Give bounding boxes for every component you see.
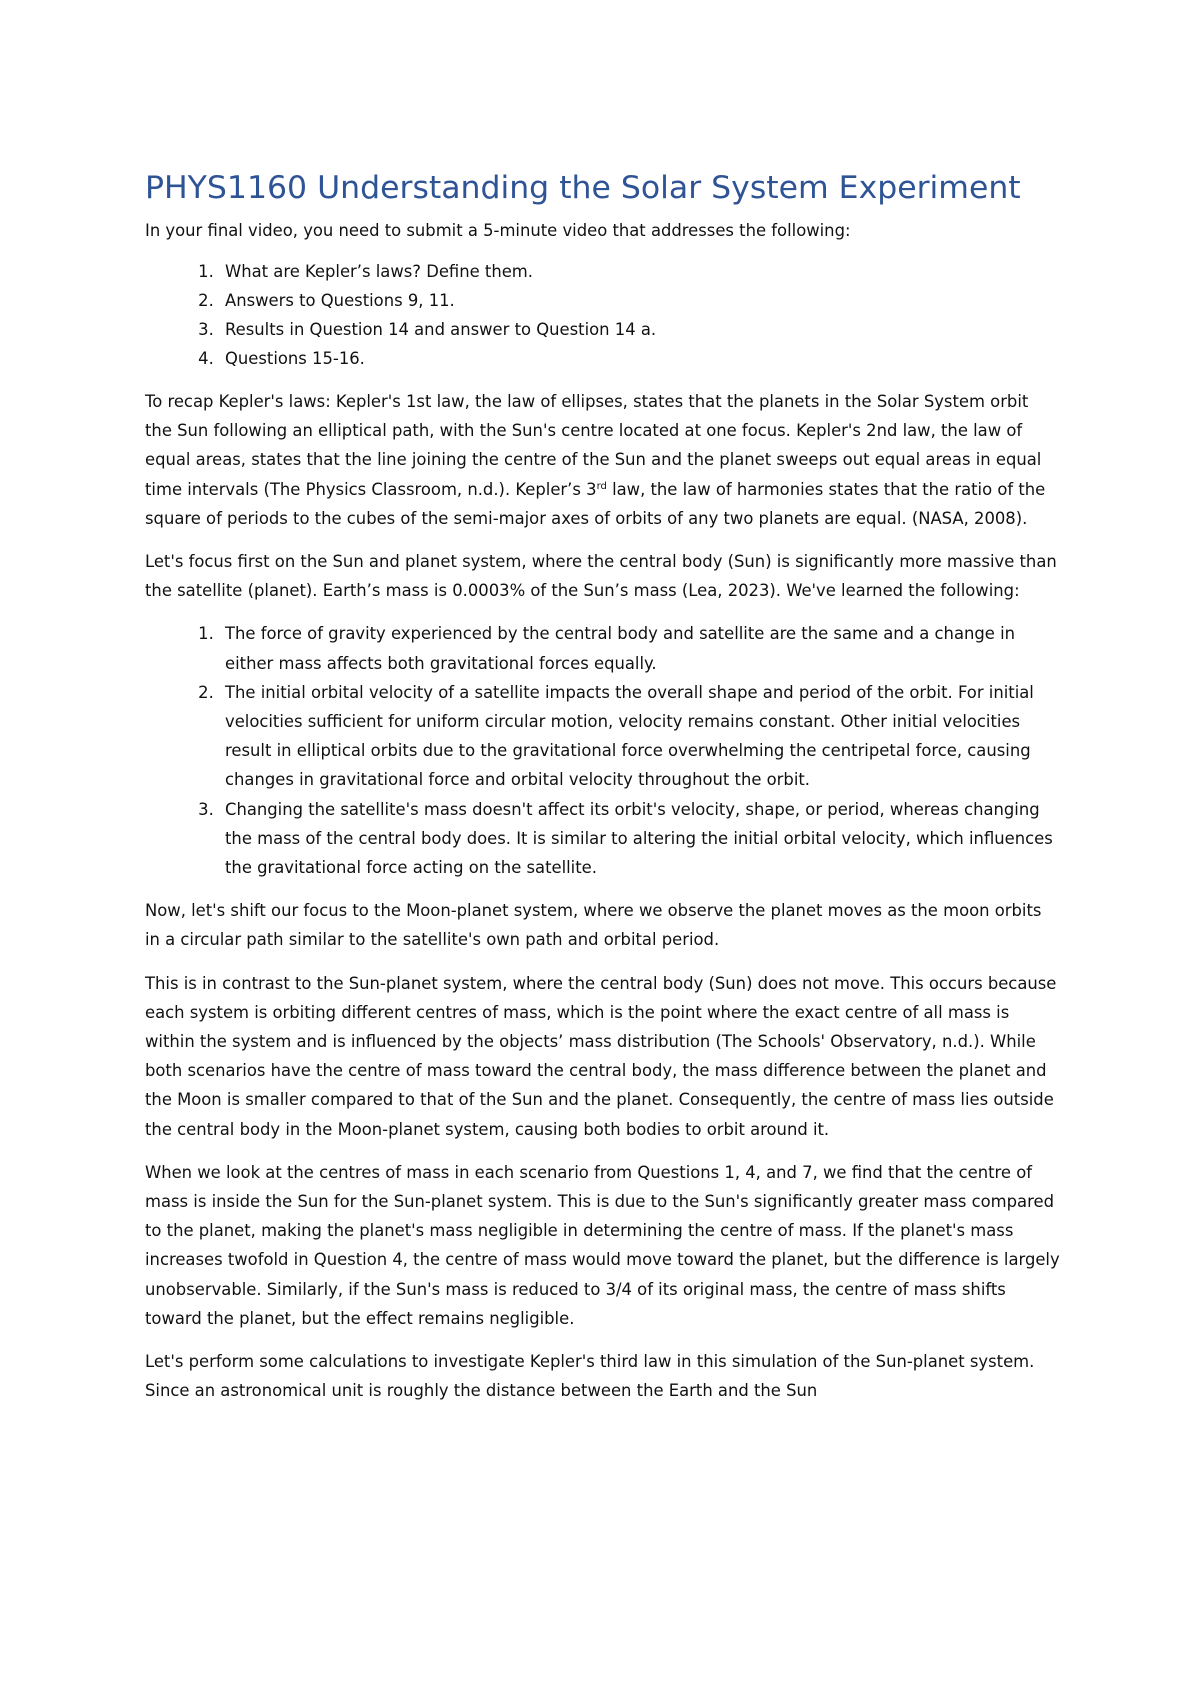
list-item: 2. The initial orbital velocity of a satellite impacts the overall shape and period of the orbit. For initial velocities sufficient for uniform circular motion, velocity remains constant. Other initial velocities result in elliptical orbits due to the gravitational force overwhelming the centripetal force, causing changes in gravitational force and orbital velocity throughout the orbit.: [219, 678, 1060, 795]
moon-planet-paragraph: Now, let's shift our focus to the Moon-planet system, where we observe the planet moves as the moon orbits in a circular path similar to the satellite's own path and orbital period.: [145, 901, 1042, 950]
recap-text-part1: To recap Kepler's laws: Kepler's 1st law, the law of ellipses, states that the planets in the Solar System orbit the Sun following an elliptical path, with the Sun's centre located at one focus. Kepler's 2nd law, the law of equal areas, states that the line joining the centre of the Sun and the planet sweeps out equal areas in equal time intervals (The Physics Classroom, n.d.). Kepler’s 3: [145, 392, 1042, 499]
list-item: 1. The force of gravity experienced by the central body and satellite are the same and a change in either mass affects both gravitational forces equally.: [219, 619, 1060, 677]
calculations-paragraph: Let's perform some calculations to investigate Kepler's third law in this simulation of the Sun-planet system. Since an astronomical unit is roughly the distance between the Earth and the Sun: [145, 1352, 1035, 1401]
intro-paragraph: In your final video, you need to submit a 5-minute video that addresses the following:: [145, 221, 851, 240]
kepler-recap-paragraph: [145, 387, 1060, 533]
list-item: 2. Answers to Questions 9, 11.: [219, 286, 1060, 315]
sun-planet-intro-paragraph: Let's focus first on the Sun and planet system, where the central body (Sun) is significantly more massive than the satellite (planet). Earth’s mass is 0.0003% of the Sun’s mass (Lea, 2023). We've learned the following:: [145, 552, 1057, 601]
list-item: 3. Changing the satellite's mass doesn't affect its orbit's velocity, shape, or period, whereas changing the mass of the central body does. It is similar to altering the initial orbital velocity, which influences the gravitational force acting on the satellite.: [219, 795, 1060, 883]
recap-superscript: rd: [596, 480, 607, 492]
centre-of-mass-paragraph: This is in contrast to the Sun-planet system, where the central body (Sun) does not move. This occurs because each system is orbiting different centres of mass, which is the point where the exact centre of all mass is within the system and is influenced by the objects’ mass distribution (The Schools' Observatory, n.d.). While both scenarios have the centre of mass toward the central body, the mass difference between the planet and the Moon is smaller compared to that of the Sun and the planet. Consequently, the centre of mass lies outside the central body in the Moon-planet system, causing both bodies to orbit around it.: [145, 973, 1057, 1139]
recap-text-part2: law, the law of harmonies states that the ratio of the square of periods to the cubes of the semi-major axes of orbits of any two planets are equal. (NASA, 2008).: [145, 479, 1046, 528]
list-item: 4. Questions 15-16.: [219, 344, 1060, 373]
list-item: 1. What are Kepler’s laws? Define them.: [219, 257, 1060, 286]
learned-list: [145, 619, 1060, 882]
questions-centres-paragraph: When we look at the centres of mass in each scenario from Questions 1, 4, and 7, we find that the centre of mass is inside the Sun for the Sun-planet system. This is due to the Sun's significantly greater mass compared to the planet, making the planet's mass negligible in determining the centre of mass. If the planet's mass increases twofold in Question 4, the centre of mass would move toward the planet, but the difference is largely unobservable. Similarly, if the Sun's mass is reduced to 3/4 of its original mass, the centre of mass shifts toward the planet, but the effect remains negligible.: [145, 1162, 1060, 1328]
requirements-list: [145, 257, 1060, 373]
list-item: 3. Results in Question 14 and answer to Question 14 a.: [219, 315, 1060, 344]
page-title: PHYS1160 Understanding the Solar System Experiment: [145, 170, 1021, 206]
